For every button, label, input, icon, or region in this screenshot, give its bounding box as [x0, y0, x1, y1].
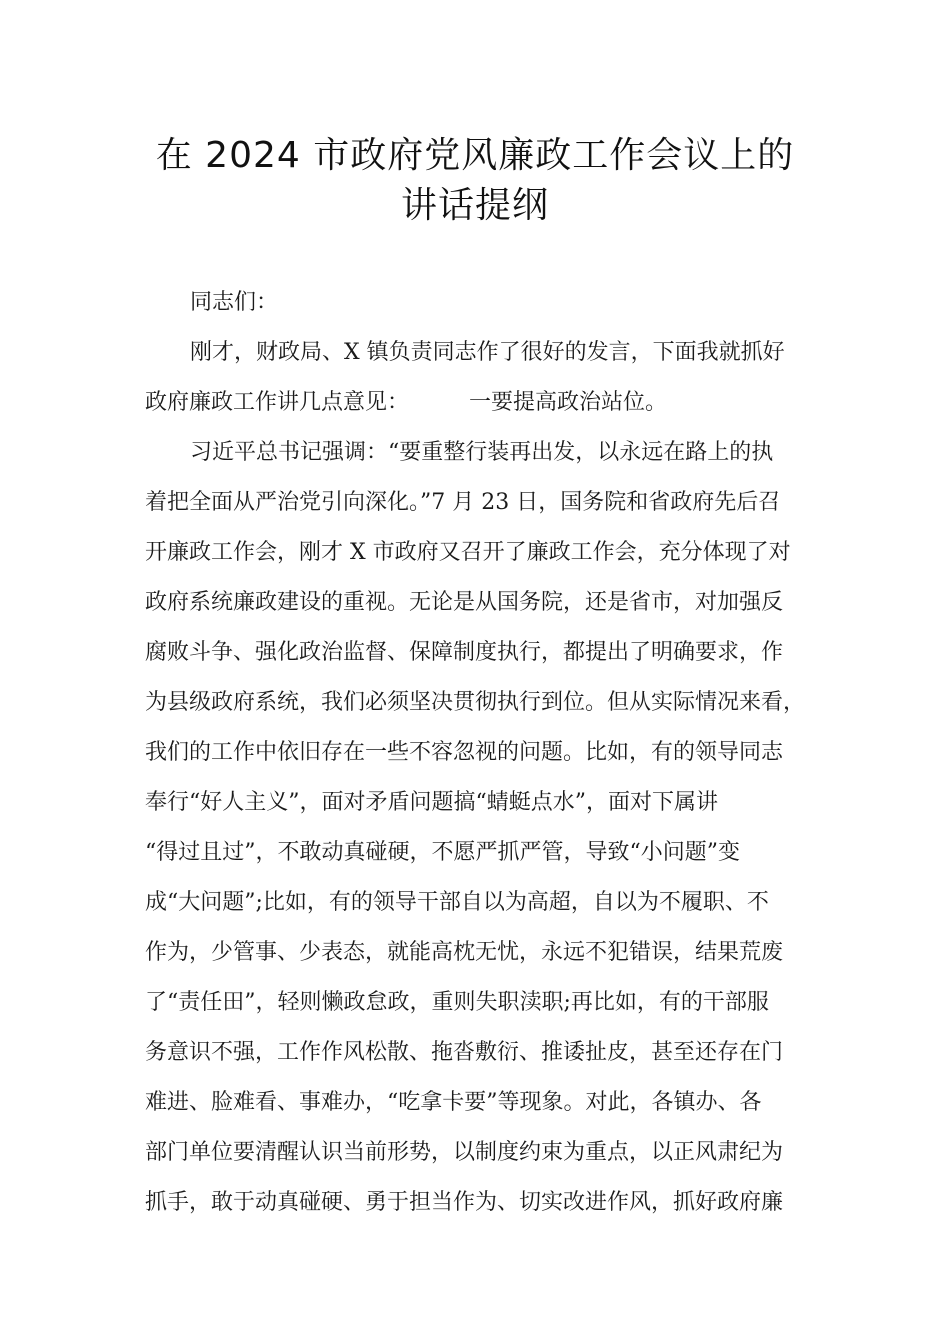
- paragraph-2-line: 奉行“好人主义”，面对矛盾问题搞“蜻蜓点水”，面对下属讲: [145, 790, 718, 815]
- paragraph-1-line-2: [145, 378, 825, 428]
- paragraph-2-line: 成“大问题”;比如，有的领导干部自以为高超，自以为不履职、不: [145, 890, 769, 915]
- document-title: [100, 131, 850, 231]
- title-line-2: 讲话提纲: [400, 185, 549, 226]
- paragraph-2-line: 开廉政工作会，刚才 X 市政府又召开了廉政工作会，充分体现了对: [145, 540, 791, 565]
- paragraph-2-line: 为县级政府系统，我们必须坚决贯彻执行到位。但从实际情况来看，: [145, 690, 806, 715]
- section-heading-1: 一要提高政治站位。: [469, 390, 668, 415]
- paragraph-2-line: 习近平总书记强调：“要重整行装再出发，以永远在路上的执: [190, 440, 774, 465]
- paragraph-2-line: 着把全面从严治党引向深化。”7 月 23 日，国务院和省政府先后召: [145, 490, 781, 515]
- paragraph-2-line: 难进、脸难看、事难办，“吃拿卡要”等现象。对此，各镇办、各: [145, 1090, 762, 1115]
- paragraph-2-line: “得过且过”，不敢动真碰硬，不愿严抓严管，导致“小问题”变: [145, 840, 740, 865]
- paragraph-2-line: 政府系统廉政建设的重视。无论是从国务院，还是省市，对加强反: [145, 590, 784, 615]
- paragraph-2-line: 抓手，敢于动真碰硬、勇于担当作为、切实改进作风，抓好政府廉: [145, 1190, 784, 1215]
- document-body: [145, 278, 825, 1228]
- paragraph-2-line: 部门单位要清醒认识当前形势，以制度约束为重点，以正风肃纪为: [145, 1140, 784, 1165]
- salutation: 同志们：: [190, 290, 279, 315]
- paragraph-1-line-1: 刚才，财政局、X 镇负责同志作了很好的发言，下面我就抓好: [190, 340, 785, 365]
- paragraph-1-text: 政府廉政工作讲几点意见：: [145, 390, 410, 415]
- paragraph-2-line: 腐败斗争、强化政治监督、保障制度执行，都提出了明确要求，作: [145, 640, 784, 665]
- paragraph-2-line: 我们的工作中依旧存在一些不容忽视的问题。比如，有的领导同志: [145, 740, 784, 765]
- paragraph-2-line: 务意识不强，工作作风松散、拖沓敷衍、推诿扯皮，甚至还存在门: [145, 1040, 784, 1065]
- title-line-1: 在 2024 市政府党风廉政工作会议上的: [155, 135, 795, 176]
- paragraph-2-line: 作为，少管事、少表态，就能高枕无忧，永远不犯错误，结果荒废: [145, 940, 784, 965]
- paragraph-2-line: 了“责任田”，轻则懒政怠政，重则失职渎职;再比如，有的干部服: [145, 990, 769, 1015]
